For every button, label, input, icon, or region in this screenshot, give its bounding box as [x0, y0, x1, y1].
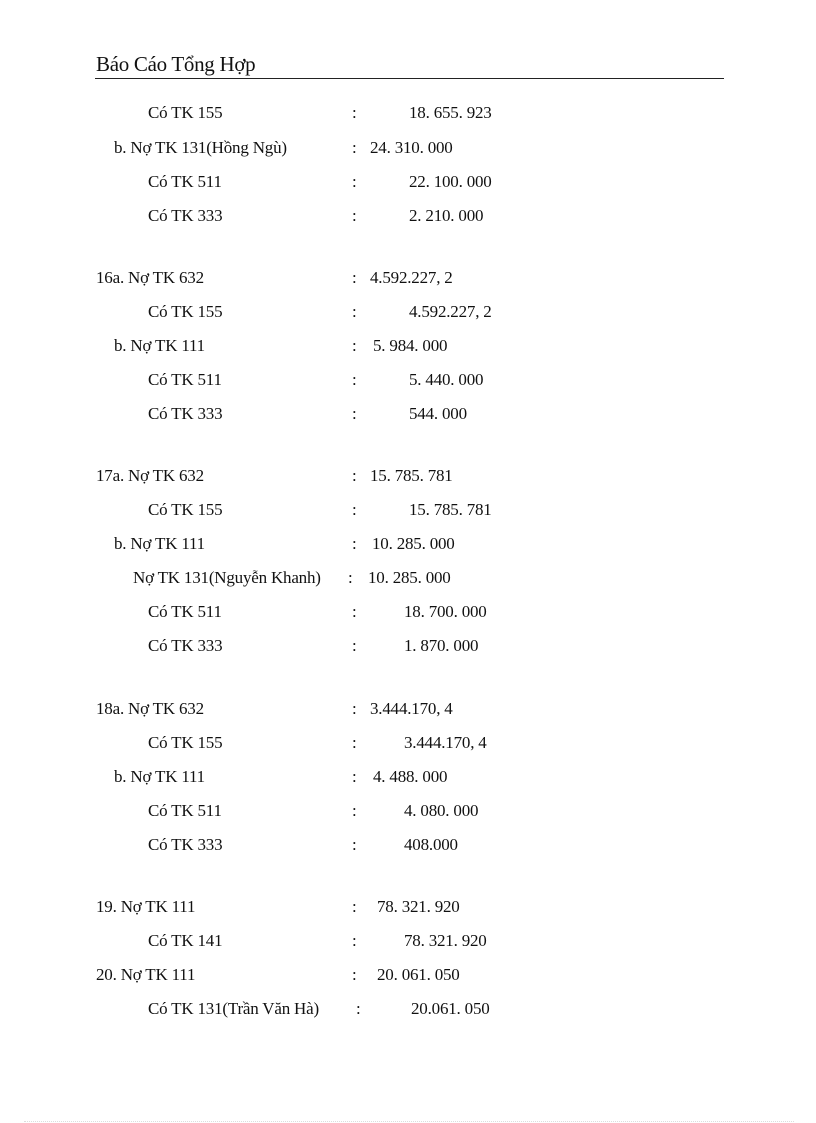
journal-entry-row	[0, 265, 816, 291]
journal-entry-row	[0, 169, 816, 195]
entry-amount: 22. 100. 000	[409, 172, 492, 191]
entry-separator: :	[352, 370, 357, 389]
entry-amount: 4. 080. 000	[404, 801, 479, 820]
entry-account: Có TK 155	[148, 733, 223, 752]
entry-account: Có TK 131(Trần Văn Hà)	[148, 999, 319, 1018]
entry-amount: 78. 321. 920	[404, 931, 487, 950]
entry-amount: 3.444.170, 4	[370, 699, 453, 718]
entry-account: 16a. Nợ TK 632	[96, 268, 204, 287]
entry-separator: :	[352, 636, 357, 655]
entry-separator: :	[352, 206, 357, 225]
entry-separator: :	[352, 172, 357, 191]
entry-account: b. Nợ TK 111	[114, 534, 205, 553]
entry-amount: 15. 785. 781	[370, 466, 453, 485]
journal-entry-row	[0, 696, 816, 722]
entry-amount: 20.061. 050	[411, 999, 490, 1018]
entry-account: Có TK 511	[148, 801, 222, 820]
entry-separator: :	[352, 336, 357, 355]
entry-amount: 24. 310. 000	[370, 138, 453, 157]
entry-amount: 15. 785. 781	[409, 500, 492, 519]
journal-entry-row	[0, 463, 816, 489]
journal-entry-row	[0, 401, 816, 427]
entry-amount: 2. 210. 000	[409, 206, 484, 225]
entry-account: 17a. Nợ TK 632	[96, 466, 204, 485]
journal-entry-row	[0, 497, 816, 523]
page-bottom-border	[24, 1121, 794, 1122]
entry-separator: :	[352, 931, 357, 950]
entry-separator: :	[352, 138, 357, 157]
entry-account: Nợ TK 131(Nguyễn Khanh)	[133, 568, 321, 587]
journal-entry-row	[0, 962, 816, 988]
entry-separator: :	[352, 699, 357, 718]
journal-entry-row	[0, 299, 816, 325]
entry-separator: :	[352, 103, 357, 122]
entry-separator: :	[352, 404, 357, 423]
entry-separator: :	[352, 500, 357, 519]
entry-separator: :	[352, 801, 357, 820]
entry-separator: :	[352, 767, 357, 786]
entry-separator: :	[352, 268, 357, 287]
entry-amount: 544. 000	[409, 404, 467, 423]
journal-entry-row	[0, 203, 816, 229]
entry-amount: 4.592.227, 2	[409, 302, 492, 321]
journal-entry-row	[0, 633, 816, 659]
journal-entry-row	[0, 100, 816, 126]
entry-account: 20. Nợ TK 111	[96, 965, 196, 984]
entry-separator: :	[352, 897, 357, 916]
entry-amount: 10. 285. 000	[372, 534, 455, 553]
entry-account: Có TK 155	[148, 302, 223, 321]
journal-entry-row	[0, 565, 816, 591]
entry-separator: :	[356, 999, 361, 1018]
entry-account: Có TK 333	[148, 206, 223, 225]
entry-separator: :	[352, 835, 357, 854]
entry-account: Có TK 155	[148, 500, 223, 519]
entry-account: Có TK 333	[148, 835, 223, 854]
entry-account: 19. Nợ TK 111	[96, 897, 196, 916]
journal-entry-row	[0, 730, 816, 756]
entry-amount: 10. 285. 000	[368, 568, 451, 587]
entry-amount: 4.592.227, 2	[370, 268, 453, 287]
journal-entry-row	[0, 764, 816, 790]
entry-amount: 408.000	[404, 835, 458, 854]
entry-separator: :	[352, 302, 357, 321]
header-rule	[95, 78, 724, 79]
entry-account: Có TK 155	[148, 103, 223, 122]
entry-account: Có TK 333	[148, 404, 223, 423]
journal-entry-row	[0, 894, 816, 920]
entry-account: b. Nợ TK 131(Hồng Ngù)	[114, 138, 287, 157]
entry-separator: :	[352, 534, 357, 553]
entry-separator: :	[352, 733, 357, 752]
entry-account: b. Nợ TK 111	[114, 767, 205, 786]
entry-amount: 5. 984. 000	[373, 336, 448, 355]
journal-entry-row	[0, 928, 816, 954]
journal-entry-row	[0, 367, 816, 393]
journal-entry-row	[0, 996, 816, 1022]
entry-amount: 20. 061. 050	[377, 965, 460, 984]
journal-entry-row	[0, 531, 816, 557]
entry-account: Có TK 333	[148, 636, 223, 655]
entry-amount: 4. 488. 000	[373, 767, 448, 786]
entry-separator: :	[352, 466, 357, 485]
entry-separator: :	[352, 602, 357, 621]
journal-entry-row	[0, 798, 816, 824]
header-title: Báo Cáo Tổng Hợp	[96, 52, 256, 76]
entry-amount: 18. 655. 923	[409, 103, 492, 122]
entry-account: Có TK 511	[148, 370, 222, 389]
journal-entry-row	[0, 599, 816, 625]
entry-amount: 78. 321. 920	[377, 897, 460, 916]
journal-entry-row	[0, 333, 816, 359]
entry-account: Có TK 511	[148, 172, 222, 191]
entry-separator: :	[352, 965, 357, 984]
entry-account: Có TK 141	[148, 931, 223, 950]
journal-entry-row	[0, 832, 816, 858]
entry-account: 18a. Nợ TK 632	[96, 699, 204, 718]
entry-account: Có TK 511	[148, 602, 222, 621]
entry-amount: 1. 870. 000	[404, 636, 479, 655]
entry-amount: 5. 440. 000	[409, 370, 484, 389]
entry-amount: 18. 700. 000	[404, 602, 487, 621]
entry-account: b. Nợ TK 111	[114, 336, 205, 355]
entry-amount: 3.444.170, 4	[404, 733, 487, 752]
journal-entry-row	[0, 135, 816, 161]
entry-separator: :	[348, 568, 353, 587]
